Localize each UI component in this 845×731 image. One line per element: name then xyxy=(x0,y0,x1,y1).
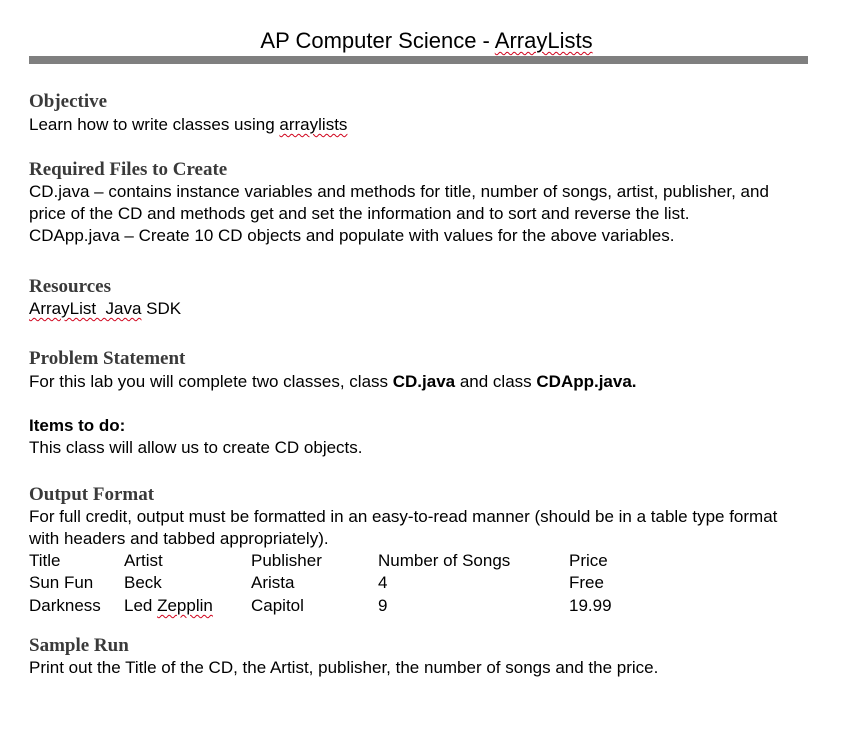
header-title: Title xyxy=(29,551,61,570)
zepplin-word: Zepplin xyxy=(157,596,213,615)
objective-text: Learn how to write classes using arraylists xyxy=(29,115,348,134)
row-2-title: Darkness xyxy=(29,596,101,615)
title-arraylists-word: ArrayLists xyxy=(494,28,593,53)
row-2-price: 19.99 xyxy=(569,596,612,615)
header-price: Price xyxy=(569,551,608,570)
row-1-title: Sun Fun xyxy=(29,573,94,592)
required-files-line-2: price of the CD and methods get and set the information and to sort and reverse the list. xyxy=(29,204,690,223)
problem-statement-text: For this lab you will complete two classes, class CD.java and class CDApp.java. xyxy=(29,372,637,391)
sample-run-heading: Sample Run xyxy=(29,635,129,656)
row-2-artist: Led Zepplin xyxy=(124,596,213,615)
header-number-of-songs: Number of Songs xyxy=(378,551,511,570)
output-format-line-2: with headers and tabbed appropriately). xyxy=(29,529,329,548)
row-2-songs: 9 xyxy=(378,596,388,615)
document-title xyxy=(0,27,845,55)
row-1-artist: Beck xyxy=(124,573,162,592)
items-to-do-heading: Items to do: xyxy=(29,416,126,435)
header-artist: Artist xyxy=(124,551,163,570)
required-files-line-1: CD.java – contains instance variables and methods for title, number of songs, artist, publisher, and xyxy=(29,182,769,201)
title-text: AP Computer Science - xyxy=(260,28,495,53)
cdapp-java-class: CDApp.java. xyxy=(536,372,637,391)
cd-java-class: CD.java xyxy=(392,372,456,391)
arraylist-java-link[interactable]: ArrayList Java xyxy=(29,299,142,318)
title-divider xyxy=(29,56,808,64)
resources-text: ArrayList Java SDK xyxy=(29,299,182,318)
row-1-publisher: Arista xyxy=(251,573,295,592)
output-format-heading: Output Format xyxy=(29,484,155,505)
problem-statement-heading: Problem Statement xyxy=(29,348,186,369)
required-files-heading: Required Files to Create xyxy=(29,159,228,180)
resources-heading: Resources xyxy=(29,276,111,297)
sample-run-text: Print out the Title of the CD, the Artist, publisher, the number of songs and the price. xyxy=(29,658,659,677)
header-publisher: Publisher xyxy=(251,551,322,570)
arraylists-word: arraylists xyxy=(279,115,348,134)
row-2-publisher: Capitol xyxy=(251,596,304,615)
row-1-price: Free xyxy=(569,573,604,592)
required-files-line-3: CDApp.java – Create 10 CD objects and populate with values for the above variables. xyxy=(29,226,675,245)
items-to-do-text: This class will allow us to create CD objects. xyxy=(29,438,363,457)
output-format-line-1: For full credit, output must be formatted in an easy-to-read manner (should be in a table type format xyxy=(29,507,778,526)
row-1-songs: 4 xyxy=(378,573,388,592)
objective-heading: Objective xyxy=(29,91,108,112)
